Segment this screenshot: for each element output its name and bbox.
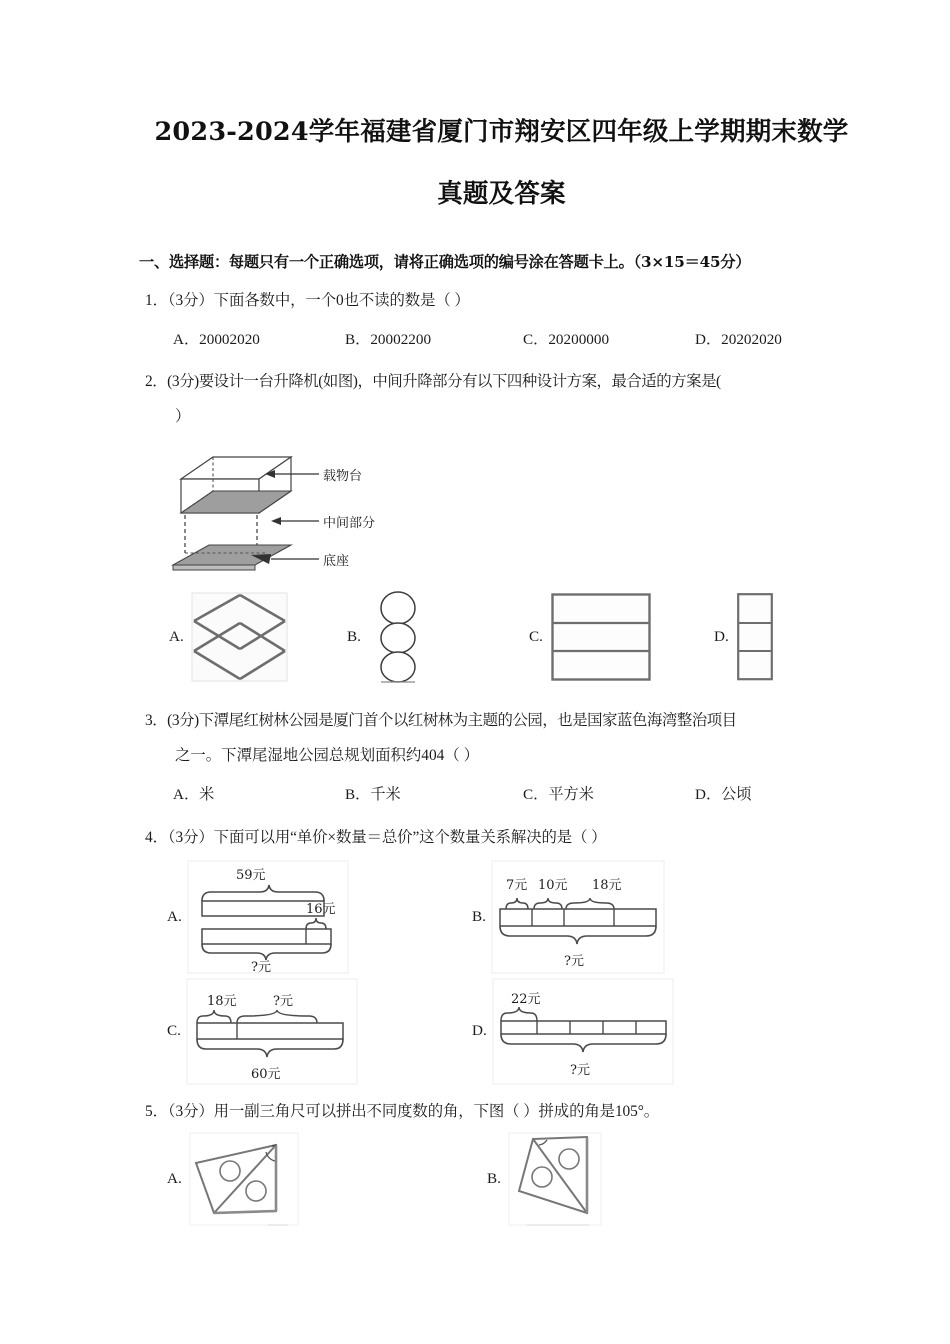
question-4 — [145, 826, 858, 1084]
section-heading-choice: 一、选择题：每题只有一个正确选项，请将正确选项的编号涂在答题卡上。（3×15＝45分） — [139, 253, 751, 271]
loading-platform-box — [181, 457, 291, 513]
question-1-stem: 1．（3分）下面各数中，一个0也不读的数是（ ） — [145, 292, 470, 309]
question-1 — [145, 289, 858, 353]
triangle-rulers-figure-a — [190, 1133, 298, 1225]
question-4-options-row-1 — [167, 861, 858, 973]
question-4-stem: 4．（3分）下面可以用“单价×数量＝总价”这个数量关系解决的是（ ） — [145, 829, 607, 847]
question-2-stem: 2．(3分)要设计一台升降机(如图)，中间升降部分有以下四种设计方案，最合适的方案是( — [145, 372, 721, 390]
bar-c-bottom-value: 60元 — [250, 1066, 281, 1082]
middle-label: 中间部分 — [323, 516, 376, 532]
bar-model-c — [187, 979, 357, 1084]
question-1-option-d[interactable]: D．20202020 — [695, 330, 782, 348]
question-2-option-c[interactable] — [529, 587, 714, 687]
question-4-option-b[interactable] — [472, 861, 664, 973]
bar-b-part2-value: 10元 — [537, 877, 568, 893]
question-2-option-d[interactable] — [714, 587, 834, 687]
question-4-option-a[interactable] — [167, 861, 472, 973]
bar-a-top-value: 59元 — [235, 867, 266, 883]
question-5-option-a[interactable] — [167, 1133, 487, 1225]
bar-a-bottom-value: ?元 — [250, 959, 271, 975]
stacked-circles-figure — [369, 591, 427, 683]
bar-b-bottom-value: ?元 — [563, 953, 584, 969]
question-4-options — [145, 861, 858, 1084]
question-4-options-row-2 — [167, 979, 858, 1084]
question-3-option-c[interactable]: C．平方米 — [523, 786, 594, 804]
question-5-option-b-letter: B. — [487, 1169, 501, 1187]
question-1-options — [145, 328, 858, 353]
question-4-option-a-letter: A. — [167, 907, 182, 925]
narrow-stacked-rectangles-figure — [737, 593, 773, 681]
question-2-option-b-letter: B. — [347, 628, 361, 646]
question-2-stem-cont: ） — [175, 407, 191, 425]
wide-stacked-rectangles-figure — [551, 593, 651, 681]
base-callout — [251, 553, 349, 569]
question-3-option-b[interactable]: B．千米 — [345, 786, 401, 804]
question-5-option-a-letter: A. — [167, 1169, 182, 1187]
question-1-option-b[interactable]: B．20002200 — [345, 330, 432, 348]
bar-a-right-value: 16元 — [305, 901, 336, 917]
question-3-option-a[interactable]: A．米 — [173, 786, 215, 804]
question-2-options — [145, 587, 858, 687]
platform-label: 载物台 — [323, 469, 363, 485]
question-3-option-d[interactable]: D．公顷 — [695, 786, 752, 804]
base-plate — [173, 545, 291, 570]
bar-c-part2-value: ?元 — [272, 993, 293, 1009]
question-2-option-a[interactable] — [169, 587, 347, 687]
bar-b-part1-value: 7元 — [505, 877, 528, 893]
question-2 — [145, 370, 858, 688]
question-5-option-b[interactable] — [487, 1133, 601, 1225]
bar-c-part1-value: 18元 — [206, 993, 237, 1009]
question-3-stem: 3．(3分)下潭尾红树林公园是厦门首个以红树林为主题的公园，也是国家蓝色海湾整治项目 — [145, 712, 737, 730]
bar-b-part3-value: 18元 — [591, 877, 622, 893]
question-5 — [145, 1100, 858, 1225]
bar-model-b — [492, 861, 664, 973]
question-4-option-c[interactable] — [167, 979, 472, 1084]
question-5-stem: 5．（3分）用一副三角尺可以拼出不同度数的角，下图（ ）拼成的角是105°。 — [145, 1102, 660, 1120]
question-5-options — [145, 1133, 858, 1225]
question-2-lift-diagram — [173, 441, 388, 581]
title-line-1: 2023-2024学年福建省厦门市翔安区四年级上学期期末数学 — [154, 117, 849, 147]
question-4-option-c-letter: C. — [167, 1022, 181, 1040]
bar-d-unit-value: 22元 — [510, 991, 541, 1007]
base-label: 底座 — [323, 554, 350, 570]
question-3-stem-cont: 之一。下潭尾湿地公园总规划面积约404（ ） — [175, 747, 479, 765]
bar-d-bottom-value: ?元 — [569, 1062, 590, 1078]
page-title — [145, 0, 858, 207]
title-line-2: 真题及答案 — [437, 178, 566, 209]
question-2-option-c-letter: C. — [529, 628, 543, 646]
question-1-option-c[interactable]: C．20200000 — [523, 330, 610, 348]
middle-callout — [271, 515, 375, 531]
question-2-option-d-letter: D. — [714, 628, 729, 646]
bar-model-d — [493, 979, 673, 1084]
question-2-option-a-letter: A. — [169, 628, 184, 646]
question-3-options — [145, 783, 858, 808]
question-4-option-b-letter: B. — [472, 907, 486, 925]
question-4-option-d[interactable] — [472, 979, 673, 1084]
question-1-option-a[interactable]: A．20002020 — [173, 330, 260, 348]
scissor-lattice-figure — [192, 593, 287, 681]
question-2-option-b[interactable] — [347, 587, 529, 687]
bar-model-a — [188, 861, 348, 973]
question-4-option-d-letter: D. — [472, 1022, 487, 1040]
question-3 — [145, 709, 858, 808]
triangle-rulers-figure-b — [509, 1133, 601, 1225]
